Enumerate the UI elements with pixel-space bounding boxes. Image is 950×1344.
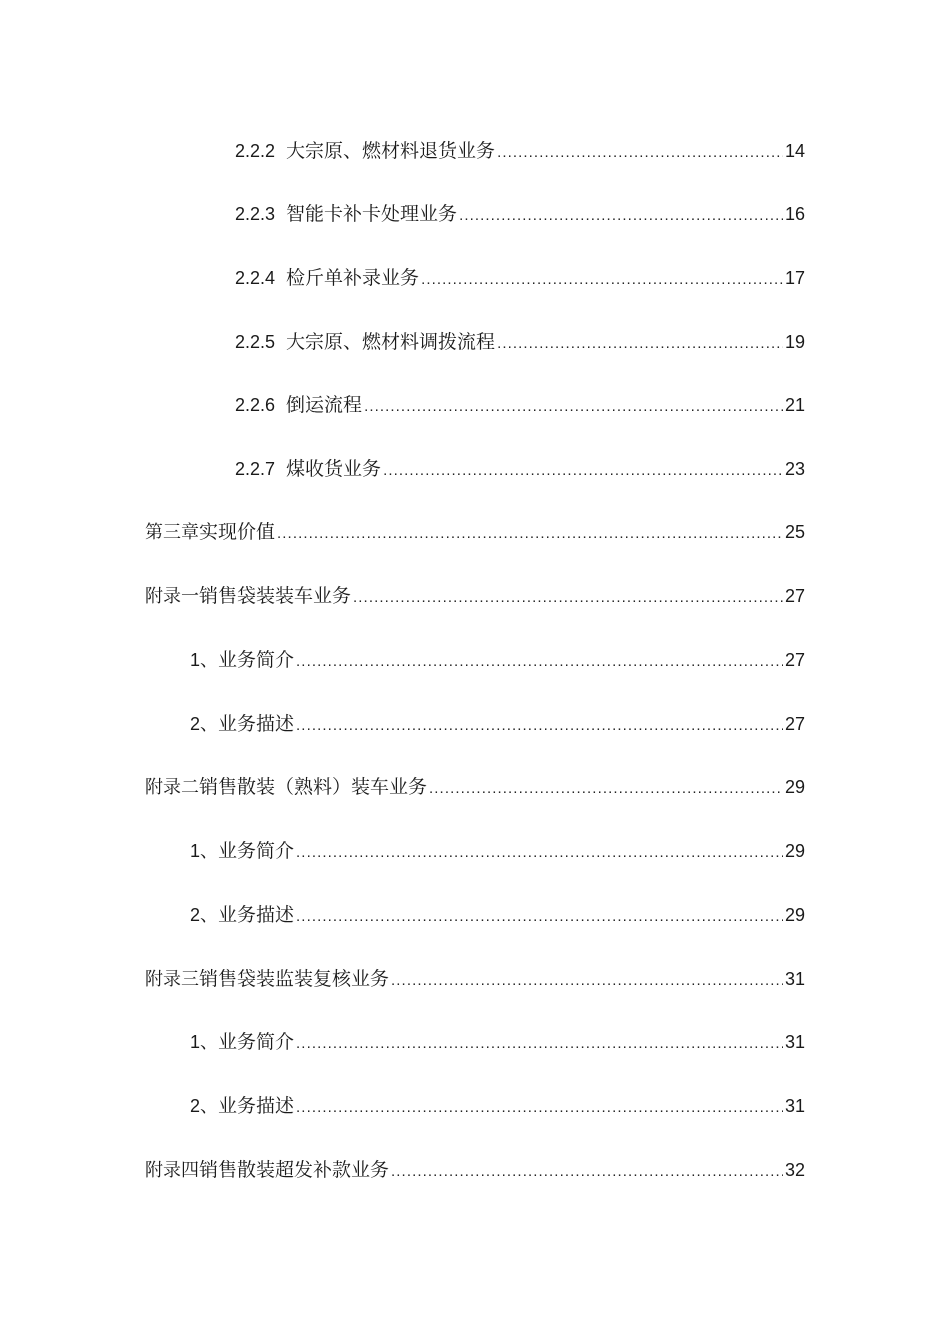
- toc-entry-page: 19: [784, 332, 805, 352]
- toc-entry-page: 29: [784, 841, 805, 861]
- toc-entry[interactable]: [190, 900, 805, 930]
- toc-entry-page: 31: [784, 1032, 805, 1052]
- toc-entry-number: 2.2.5: [235, 332, 276, 352]
- toc-leader-dots: [429, 774, 783, 804]
- toc-entry-number: 1、: [190, 650, 219, 670]
- toc-leader-dots: [383, 456, 783, 486]
- toc-entry[interactable]: [235, 454, 805, 484]
- toc-entry-number: 2.2.4: [235, 268, 276, 288]
- toc-entry[interactable]: [190, 709, 805, 739]
- toc-entry[interactable]: [235, 136, 805, 166]
- toc-entry-number: 2.2.6: [235, 395, 276, 415]
- toc-entry-page: 29: [784, 777, 805, 797]
- toc-entry-number: 第三章: [145, 522, 199, 542]
- toc-entry-number: 2、: [190, 714, 219, 734]
- toc-entry-page: 29: [784, 905, 805, 925]
- toc-entry-number: 1、: [190, 1032, 219, 1052]
- toc-entry[interactable]: [145, 517, 805, 547]
- toc-entry-page: 31: [784, 1096, 805, 1116]
- toc-entry[interactable]: [190, 645, 805, 675]
- toc-entry-page: 27: [784, 714, 805, 734]
- toc-leader-dots: [277, 519, 783, 549]
- toc-leader-dots: [391, 1157, 783, 1187]
- toc-leader-dots: [296, 838, 783, 868]
- toc-entry-page: 27: [784, 586, 805, 606]
- toc-leader-dots: [296, 1029, 783, 1059]
- toc-entry-title: 倒运流程: [286, 394, 363, 416]
- toc-entry[interactable]: [145, 964, 805, 994]
- toc-leader-dots: [497, 138, 783, 168]
- toc-entry-title: 业务描述: [218, 713, 295, 735]
- toc-entry-title: 销售袋装监装复核业务: [199, 968, 390, 990]
- toc-entry[interactable]: [235, 390, 805, 420]
- toc-entry-title: 大宗原、燃材料退货业务: [286, 140, 496, 162]
- toc-entry-page: 31: [784, 969, 805, 989]
- toc-leader-dots: [296, 647, 783, 677]
- toc-entry-number: 1、: [190, 841, 219, 861]
- toc-entry-title: 业务简介: [218, 1031, 295, 1053]
- toc-entry-title: 销售散装（熟料）装车业务: [199, 776, 428, 798]
- toc-entry-title: 业务描述: [218, 904, 295, 926]
- toc-entry-title: 销售袋装装车业务: [199, 585, 352, 607]
- toc-entry-page: 27: [784, 650, 805, 670]
- toc-leader-dots: [364, 392, 783, 422]
- toc-entry-number: 附录二: [145, 777, 199, 797]
- toc-entry[interactable]: [235, 199, 805, 229]
- toc-entry[interactable]: [190, 1091, 805, 1121]
- toc-entry-title: 大宗原、燃材料调拨流程: [286, 331, 496, 353]
- toc-entry-page: 32: [784, 1160, 805, 1180]
- toc-entry-page: 14: [784, 141, 805, 161]
- toc-leader-dots: [296, 902, 783, 932]
- toc-entry-title: 业务简介: [218, 840, 295, 862]
- toc-entry[interactable]: [235, 327, 805, 357]
- toc-leader-dots: [421, 265, 783, 295]
- toc-entry-number: 2.2.3: [235, 204, 276, 224]
- toc-entry[interactable]: [145, 1155, 805, 1185]
- toc-entry[interactable]: [145, 581, 805, 611]
- toc-entry-title: 煤收货业务: [286, 458, 382, 480]
- toc-leader-dots: [296, 1093, 783, 1123]
- toc-entry-page: 16: [784, 204, 805, 224]
- toc-entry-number: 附录四: [145, 1160, 199, 1180]
- toc-entry-number: 附录一: [145, 586, 199, 606]
- toc-leader-dots: [459, 201, 783, 231]
- toc-leader-dots: [391, 966, 783, 996]
- toc-entry-title: 业务简介: [218, 649, 295, 671]
- toc-entry-number: 2、: [190, 1096, 219, 1116]
- toc-entry-title: 实现价值: [199, 521, 276, 543]
- toc-entry-number: 附录三: [145, 969, 199, 989]
- toc-entry-number: 2.2.7: [235, 459, 276, 479]
- toc-entry-page: 21: [784, 395, 805, 415]
- toc-entry-page: 23: [784, 459, 805, 479]
- toc-entry-title: 业务描述: [218, 1095, 295, 1117]
- toc-leader-dots: [353, 583, 783, 613]
- toc-entry-title: 检斤单补录业务: [286, 267, 420, 289]
- toc-entry-number: 2.2.2: [235, 141, 276, 161]
- toc-entry-title: 智能卡补卡处理业务: [286, 203, 458, 225]
- toc-entry[interactable]: [190, 836, 805, 866]
- toc-entry[interactable]: [190, 1027, 805, 1057]
- toc-entry[interactable]: [235, 263, 805, 293]
- toc-entry-number: 2、: [190, 905, 219, 925]
- toc-leader-dots: [296, 711, 783, 741]
- toc-leader-dots: [497, 329, 783, 359]
- toc-entry-title: 销售散装超发补款业务: [199, 1159, 390, 1181]
- toc-entry[interactable]: [145, 772, 805, 802]
- toc-entry-page: 25: [784, 522, 805, 542]
- toc-entry-page: 17: [784, 268, 805, 288]
